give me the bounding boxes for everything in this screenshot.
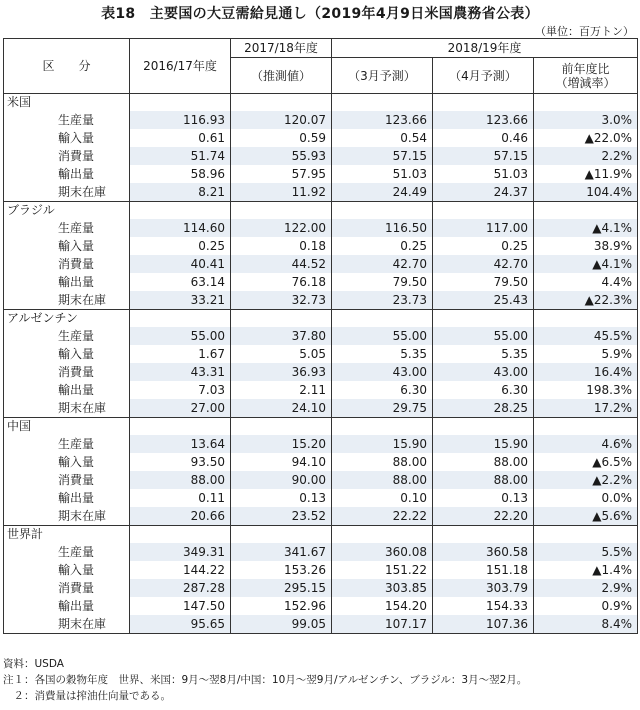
table-row [4,561,638,579]
value-2018-march: 24.49 [332,183,433,202]
table-row [4,165,638,183]
value-2017-estimate: 295.15 [231,579,332,597]
value-2016: 0.61 [130,129,231,147]
value-2016: 1.67 [130,345,231,363]
value-2018-april: 360.58 [433,543,534,561]
value-2017-estimate: 5.05 [231,345,332,363]
soybean-supply-demand-table [3,38,638,634]
value-yoy: 5.5% [534,543,638,561]
table-row [4,273,638,291]
row-item-label: 輸出量 [4,165,130,183]
value-2017-estimate: 57.95 [231,165,332,183]
value-2017-estimate: 2.11 [231,381,332,399]
value-2018-march: 0.54 [332,129,433,147]
row-item-label: 輸出量 [4,489,130,507]
value-yoy: 104.4% [534,183,638,202]
row-item-label: 消費量 [4,579,130,597]
group-spacer-cell [534,310,638,328]
table-row [4,507,638,526]
unit-label: （単位：百万トン） [535,25,634,38]
value-2018-april: 88.00 [433,471,534,489]
value-2017-estimate: 37.80 [231,327,332,345]
group-spacer-cell [534,202,638,220]
value-2017-estimate: 0.59 [231,129,332,147]
value-2018-march: 42.70 [332,255,433,273]
group-header-row [4,202,638,220]
value-yoy: ▲5.6% [534,507,638,526]
value-2016: 8.21 [130,183,231,202]
row-item-label: 期末在庫 [4,615,130,634]
value-2018-april: 24.37 [433,183,534,202]
value-yoy: 3.0% [534,111,638,129]
group-name: 中国 [4,418,130,436]
value-2018-april: 55.00 [433,327,534,345]
row-item-label: 輸出量 [4,381,130,399]
row-item-label: 生産量 [4,435,130,453]
header-yoy-line1: 前年度比 [561,61,610,76]
value-yoy: ▲4.1% [534,219,638,237]
value-yoy: 0.9% [534,597,638,615]
value-2018-march: 88.00 [332,471,433,489]
value-yoy: ▲4.1% [534,255,638,273]
table-row [4,255,638,273]
group-spacer-cell [433,310,534,328]
table-row [4,435,638,453]
table-row [4,363,638,381]
value-2018-april: 151.18 [433,561,534,579]
value-2016: 144.22 [130,561,231,579]
table-row [4,489,638,507]
value-2017-estimate: 23.52 [231,507,332,526]
value-2018-april: 154.33 [433,597,534,615]
value-2016: 27.00 [130,399,231,418]
value-2016: 114.60 [130,219,231,237]
value-yoy: ▲2.2% [534,471,638,489]
value-2018-march: 151.22 [332,561,433,579]
group-spacer-cell [332,202,433,220]
row-item-label: 輸入量 [4,345,130,363]
note-2: ２：消費量は搾油仕向量である。 [3,690,171,702]
row-item-label: 輸入量 [4,561,130,579]
row-item-label: 輸入量 [4,237,130,255]
value-2018-april: 5.35 [433,345,534,363]
group-spacer-cell [231,526,332,544]
header-2017-group: 2017/18年度 [231,39,332,58]
group-spacer-cell [231,94,332,112]
value-2018-march: 116.50 [332,219,433,237]
value-2016: 95.65 [130,615,231,634]
group-spacer-cell [231,310,332,328]
value-2016: 40.41 [130,255,231,273]
value-2018-march: 55.00 [332,327,433,345]
row-item-label: 輸出量 [4,597,130,615]
group-spacer-cell [433,94,534,112]
group-name: 米国 [4,94,130,112]
group-spacer-cell [433,418,534,436]
value-2016: 287.28 [130,579,231,597]
group-spacer-cell [332,94,433,112]
group-name: 世界計 [4,526,130,544]
table-row [4,327,638,345]
header-yoy-line2: （増減率） [555,75,616,90]
row-item-label: 生産量 [4,543,130,561]
table-row [4,147,638,165]
table-row [4,237,638,255]
group-spacer-cell [231,202,332,220]
note-source: 資料：USDA [3,658,64,670]
table-body [4,94,638,634]
value-2018-march: 79.50 [332,273,433,291]
value-yoy: 4.6% [534,435,638,453]
value-2018-march: 6.30 [332,381,433,399]
value-2017-estimate: 76.18 [231,273,332,291]
value-2016: 20.66 [130,507,231,526]
value-2018-march: 15.90 [332,435,433,453]
value-2017-estimate: 55.93 [231,147,332,165]
value-2018-march: 43.00 [332,363,433,381]
row-item-label: 期末在庫 [4,399,130,418]
group-header-row [4,418,638,436]
table-row [4,453,638,471]
value-2016: 0.25 [130,237,231,255]
value-2017-estimate: 153.26 [231,561,332,579]
group-name: ブラジル [4,202,130,220]
table-row [4,183,638,202]
value-yoy: 0.0% [534,489,638,507]
value-2016: 116.93 [130,111,231,129]
value-2017-estimate: 24.10 [231,399,332,418]
value-2018-march: 154.20 [332,597,433,615]
value-yoy: ▲1.4% [534,561,638,579]
value-2016: 7.03 [130,381,231,399]
row-item-label: 消費量 [4,147,130,165]
header-2018-april: （4月予測） [433,58,534,94]
value-2018-april: 42.70 [433,255,534,273]
value-yoy: 198.3% [534,381,638,399]
table-row [4,381,638,399]
group-spacer-cell [130,418,231,436]
table-row [4,111,638,129]
row-item-label: 消費量 [4,363,130,381]
row-item-label: 期末在庫 [4,183,130,202]
value-2016: 63.14 [130,273,231,291]
group-spacer-cell [130,310,231,328]
value-2017-estimate: 152.96 [231,597,332,615]
group-spacer-cell [534,526,638,544]
value-2018-april: 88.00 [433,453,534,471]
group-spacer-cell [332,310,433,328]
value-2018-march: 23.73 [332,291,433,310]
value-2018-march: 57.15 [332,147,433,165]
value-2018-march: 29.75 [332,399,433,418]
table-row [4,291,638,310]
value-yoy: 17.2% [534,399,638,418]
value-2018-april: 43.00 [433,363,534,381]
value-2016: 55.00 [130,327,231,345]
value-yoy: 2.2% [534,147,638,165]
group-spacer-cell [231,418,332,436]
value-2017-estimate: 0.18 [231,237,332,255]
value-2016: 349.31 [130,543,231,561]
header-yoy [534,58,638,94]
value-2018-april: 117.00 [433,219,534,237]
table-row [4,345,638,363]
value-yoy: 45.5% [534,327,638,345]
value-2016: 13.64 [130,435,231,453]
value-yoy: ▲6.5% [534,453,638,471]
value-2018-march: 360.08 [332,543,433,561]
value-yoy: 2.9% [534,579,638,597]
value-yoy: 16.4% [534,363,638,381]
value-2018-april: 79.50 [433,273,534,291]
value-yoy: ▲22.0% [534,129,638,147]
value-2018-march: 5.35 [332,345,433,363]
value-2017-estimate: 0.13 [231,489,332,507]
group-spacer-cell [130,94,231,112]
row-item-label: 期末在庫 [4,507,130,526]
value-2017-estimate: 11.92 [231,183,332,202]
value-2018-april: 51.03 [433,165,534,183]
value-2018-april: 303.79 [433,579,534,597]
header-2016: 2016/17年度 [130,39,231,94]
group-name: アルゼンチン [4,310,130,328]
row-item-label: 輸入量 [4,453,130,471]
table-row [4,471,638,489]
value-2018-april: 15.90 [433,435,534,453]
value-2016: 0.11 [130,489,231,507]
value-2016: 147.50 [130,597,231,615]
group-spacer-cell [130,526,231,544]
value-2016: 93.50 [130,453,231,471]
group-spacer-cell [130,202,231,220]
value-2018-april: 0.46 [433,129,534,147]
value-2018-april: 0.25 [433,237,534,255]
group-spacer-cell [433,202,534,220]
note-1: 注１：各国の穀物年度 世界、米国：9月～翌8月/中国：10月～翌9月/アルゼンチン、ブラジル：3月～翌2月。 [3,674,528,686]
value-2017-estimate: 36.93 [231,363,332,381]
group-spacer-cell [433,526,534,544]
row-item-label: 期末在庫 [4,291,130,310]
table-title: 表18 主要国の大豆需給見通し（2019年4月9日米国農務省公表） [101,6,539,22]
value-2018-march: 51.03 [332,165,433,183]
value-yoy: 4.4% [534,273,638,291]
header-category: 区 分 [4,39,130,94]
table-row [4,129,638,147]
row-item-label: 消費量 [4,471,130,489]
row-item-label: 消費量 [4,255,130,273]
table-row [4,579,638,597]
value-2017-estimate: 44.52 [231,255,332,273]
group-spacer-cell [534,94,638,112]
table-row [4,543,638,561]
value-2018-april: 6.30 [433,381,534,399]
value-2018-april: 0.13 [433,489,534,507]
value-yoy: 8.4% [534,615,638,634]
value-2016: 51.74 [130,147,231,165]
value-2018-march: 0.10 [332,489,433,507]
value-2018-march: 107.17 [332,615,433,634]
value-2018-april: 107.36 [433,615,534,634]
value-2018-march: 22.22 [332,507,433,526]
value-yoy: ▲11.9% [534,165,638,183]
value-2017-estimate: 122.00 [231,219,332,237]
value-2018-april: 22.20 [433,507,534,526]
value-2017-estimate: 341.67 [231,543,332,561]
value-2018-april: 123.66 [433,111,534,129]
value-2018-march: 123.66 [332,111,433,129]
value-2016: 43.31 [130,363,231,381]
value-2018-april: 28.25 [433,399,534,418]
row-item-label: 生産量 [4,327,130,345]
group-header-row [4,310,638,328]
group-header-row [4,526,638,544]
row-item-label: 生産量 [4,219,130,237]
table-row [4,597,638,615]
table-row [4,219,638,237]
group-spacer-cell [332,526,433,544]
group-spacer-cell [534,418,638,436]
value-2017-estimate: 32.73 [231,291,332,310]
header-2018-group: 2018/19年度 [332,39,638,58]
table-row [4,615,638,634]
value-2017-estimate: 120.07 [231,111,332,129]
group-spacer-cell [332,418,433,436]
value-yoy: 38.9% [534,237,638,255]
value-2017-estimate: 94.10 [231,453,332,471]
value-2016: 88.00 [130,471,231,489]
value-yoy: 5.9% [534,345,638,363]
value-2017-estimate: 15.20 [231,435,332,453]
value-yoy: ▲22.3% [534,291,638,310]
value-2018-april: 25.43 [433,291,534,310]
row-item-label: 生産量 [4,111,130,129]
value-2016: 33.21 [130,291,231,310]
row-item-label: 輸出量 [4,273,130,291]
row-item-label: 輸入量 [4,129,130,147]
value-2018-march: 303.85 [332,579,433,597]
value-2018-march: 0.25 [332,237,433,255]
footnotes [3,656,527,704]
table-row [4,399,638,418]
header-2017-estimate: （推測値） [231,58,332,94]
value-2018-april: 57.15 [433,147,534,165]
group-header-row [4,94,638,112]
value-2018-march: 88.00 [332,453,433,471]
header-2018-march: （3月予測） [332,58,433,94]
value-2017-estimate: 99.05 [231,615,332,634]
value-2017-estimate: 90.00 [231,471,332,489]
value-2016: 58.96 [130,165,231,183]
